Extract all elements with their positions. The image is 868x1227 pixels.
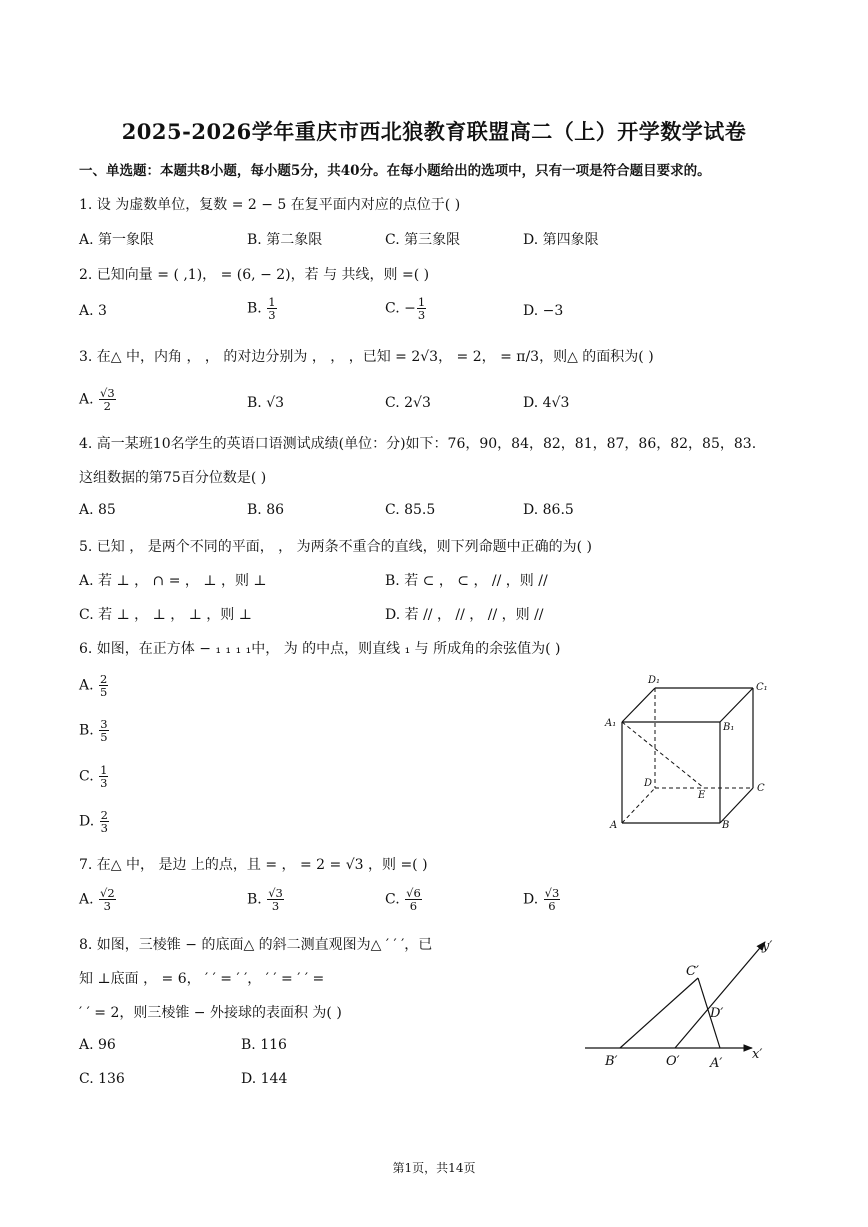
question-5-stem: 5. 已知 ， 是两个不同的平面， ， 为两条不重合的直线，则下列命题中正确的为( ) [79,539,592,555]
q3-option-a: A. $\frac{√3}{2}$ [79,386,115,414]
cube-figure [600,670,775,835]
q6-option-c: C. $\frac{1}{3}$ [79,763,108,791]
q3-option-b: B. √3 [247,395,285,411]
label-d-prime: D′ [710,1006,724,1021]
question-8-stem-line2: 知 ⊥底面 ， = 6， ′ ′ = ′ ′， ′ ′ = ′ ′ = [79,971,325,987]
label-x-prime: x′ [752,1047,763,1062]
label-d1: D₁ [648,675,661,686]
label-o-prime: O′ [666,1054,680,1069]
q4-option-a: A. 85 [79,502,116,518]
q5-option-b: B. 若 ⊂ ， ⊂ ， // ，则 // [385,573,548,589]
q1-option-d: D. 第四象限 [523,232,599,248]
question-4-stem: 4. 高一某班10名学生的英语口语测试成绩(单位：分)如下：76，90，84，82，81，87，86，82，85，83. [79,436,757,452]
q1-option-c: C. 第三象限 [385,232,461,248]
question-1-stem: 1. 设 为虚数单位，复数 = 2 − 5 在复平面内对应的点位于( ) [79,197,461,213]
q2-option-b: B. $\frac{1}{3}$ [247,295,276,323]
q5-option-c: C. 若 ⊥ ， ⊥ ， ⊥ ，则 ⊥ [79,607,252,623]
q7-option-c: C. $\frac{√6}{6}$ [385,886,421,914]
q8-option-b: B. 116 [241,1037,287,1053]
question-4-stem-line2: 这组数据的第75百分位数是( ) [79,470,267,486]
q1-option-b: B. 第二象限 [247,232,323,248]
q6-option-d: D. $\frac{2}{3}$ [79,808,108,836]
question-3-stem: 3. 在△ 中，内角 ， ， 的对边分别为 ， ， ，已知 = 2√3， = 2， = π/3，则△ 的面积为( ) [79,349,654,365]
label-b-prime: B′ [605,1054,618,1069]
q7-option-b: B. $\frac{√3}{3}$ [247,886,283,914]
section-heading: 一、单选题：本题共8小题，每小题5分，共40分。在每小题给出的选项中，只有一项是符合题目要求的。 [79,163,711,179]
q2-option-d: D. −3 [523,303,564,319]
label-y-prime: y′ [762,939,773,954]
q7-option-d: D. $\frac{√3}{6}$ [523,886,560,914]
q4-option-b: B. 86 [247,502,285,518]
q8-option-c: C. 136 [79,1071,125,1087]
q5-option-d: D. 若 // ， // ， // ，则 // [385,607,544,623]
q2-option-a: A. 3 [79,303,107,319]
label-d: D [644,778,653,789]
label-e: E [698,790,706,801]
q4-option-c: C. 85.5 [385,502,436,518]
label-c1: C₁ [756,682,768,693]
page-footer: 第1页，共14页 [392,1161,476,1175]
q6-option-a: A. $\frac{2}{5}$ [79,672,108,700]
question-2-stem: 2. 已知向量 = ( ,1)， = (6, − 2)，若 与 共线，则 =( ) [79,267,430,283]
page-title: 2025-2026学年重庆市西北狼教育联盟高二（上）开学数学试卷 [121,119,747,144]
question-7-stem: 7. 在△ 中， 是边 上的点，且 = ， = 2 = √3 ，则 =( ) [79,857,428,873]
q3-option-d: D. 4√3 [523,395,570,411]
label-a: A [610,820,618,831]
q3-option-c: C. 2√3 [385,395,431,411]
q4-option-d: D. 86.5 [523,502,574,518]
question-8-stem: 8. 如图，三棱锥 − 的底面△ 的斜二测直观图为△ ′ ′ ′，已 [79,937,433,953]
label-c: C [757,783,765,794]
q1-option-a: A. 第一象限 [79,232,155,248]
question-6-stem: 6. 如图，在正方体 − ₁ ₁ ₁ ₁中， 为 的中点，则直线 ₁ 与 所成角的余弦值为( ) [79,641,561,657]
label-b: B [722,820,730,831]
label-a-prime: A′ [710,1056,723,1071]
q6-option-b: B. $\frac{3}{5}$ [79,717,108,745]
oblique-projection-figure [580,930,780,1075]
label-a1: A₁ [605,718,617,729]
q7-option-a: A. $\frac{√2}{3}$ [79,886,115,914]
q8-option-a: A. 96 [79,1037,116,1053]
label-c-prime: C′ [686,964,699,979]
question-8-stem-line3: ′ ′ = 2，则三棱锥 − 外接球的表面积 为( ) [79,1005,342,1021]
q2-option-c: C. − $\frac{1}{3}$ [385,295,426,323]
q8-option-d: D. 144 [241,1071,288,1087]
label-b1: B₁ [723,722,735,733]
q5-option-a: A. 若 ⊥ ， ∩ = ， ⊥ ，则 ⊥ [79,573,267,589]
